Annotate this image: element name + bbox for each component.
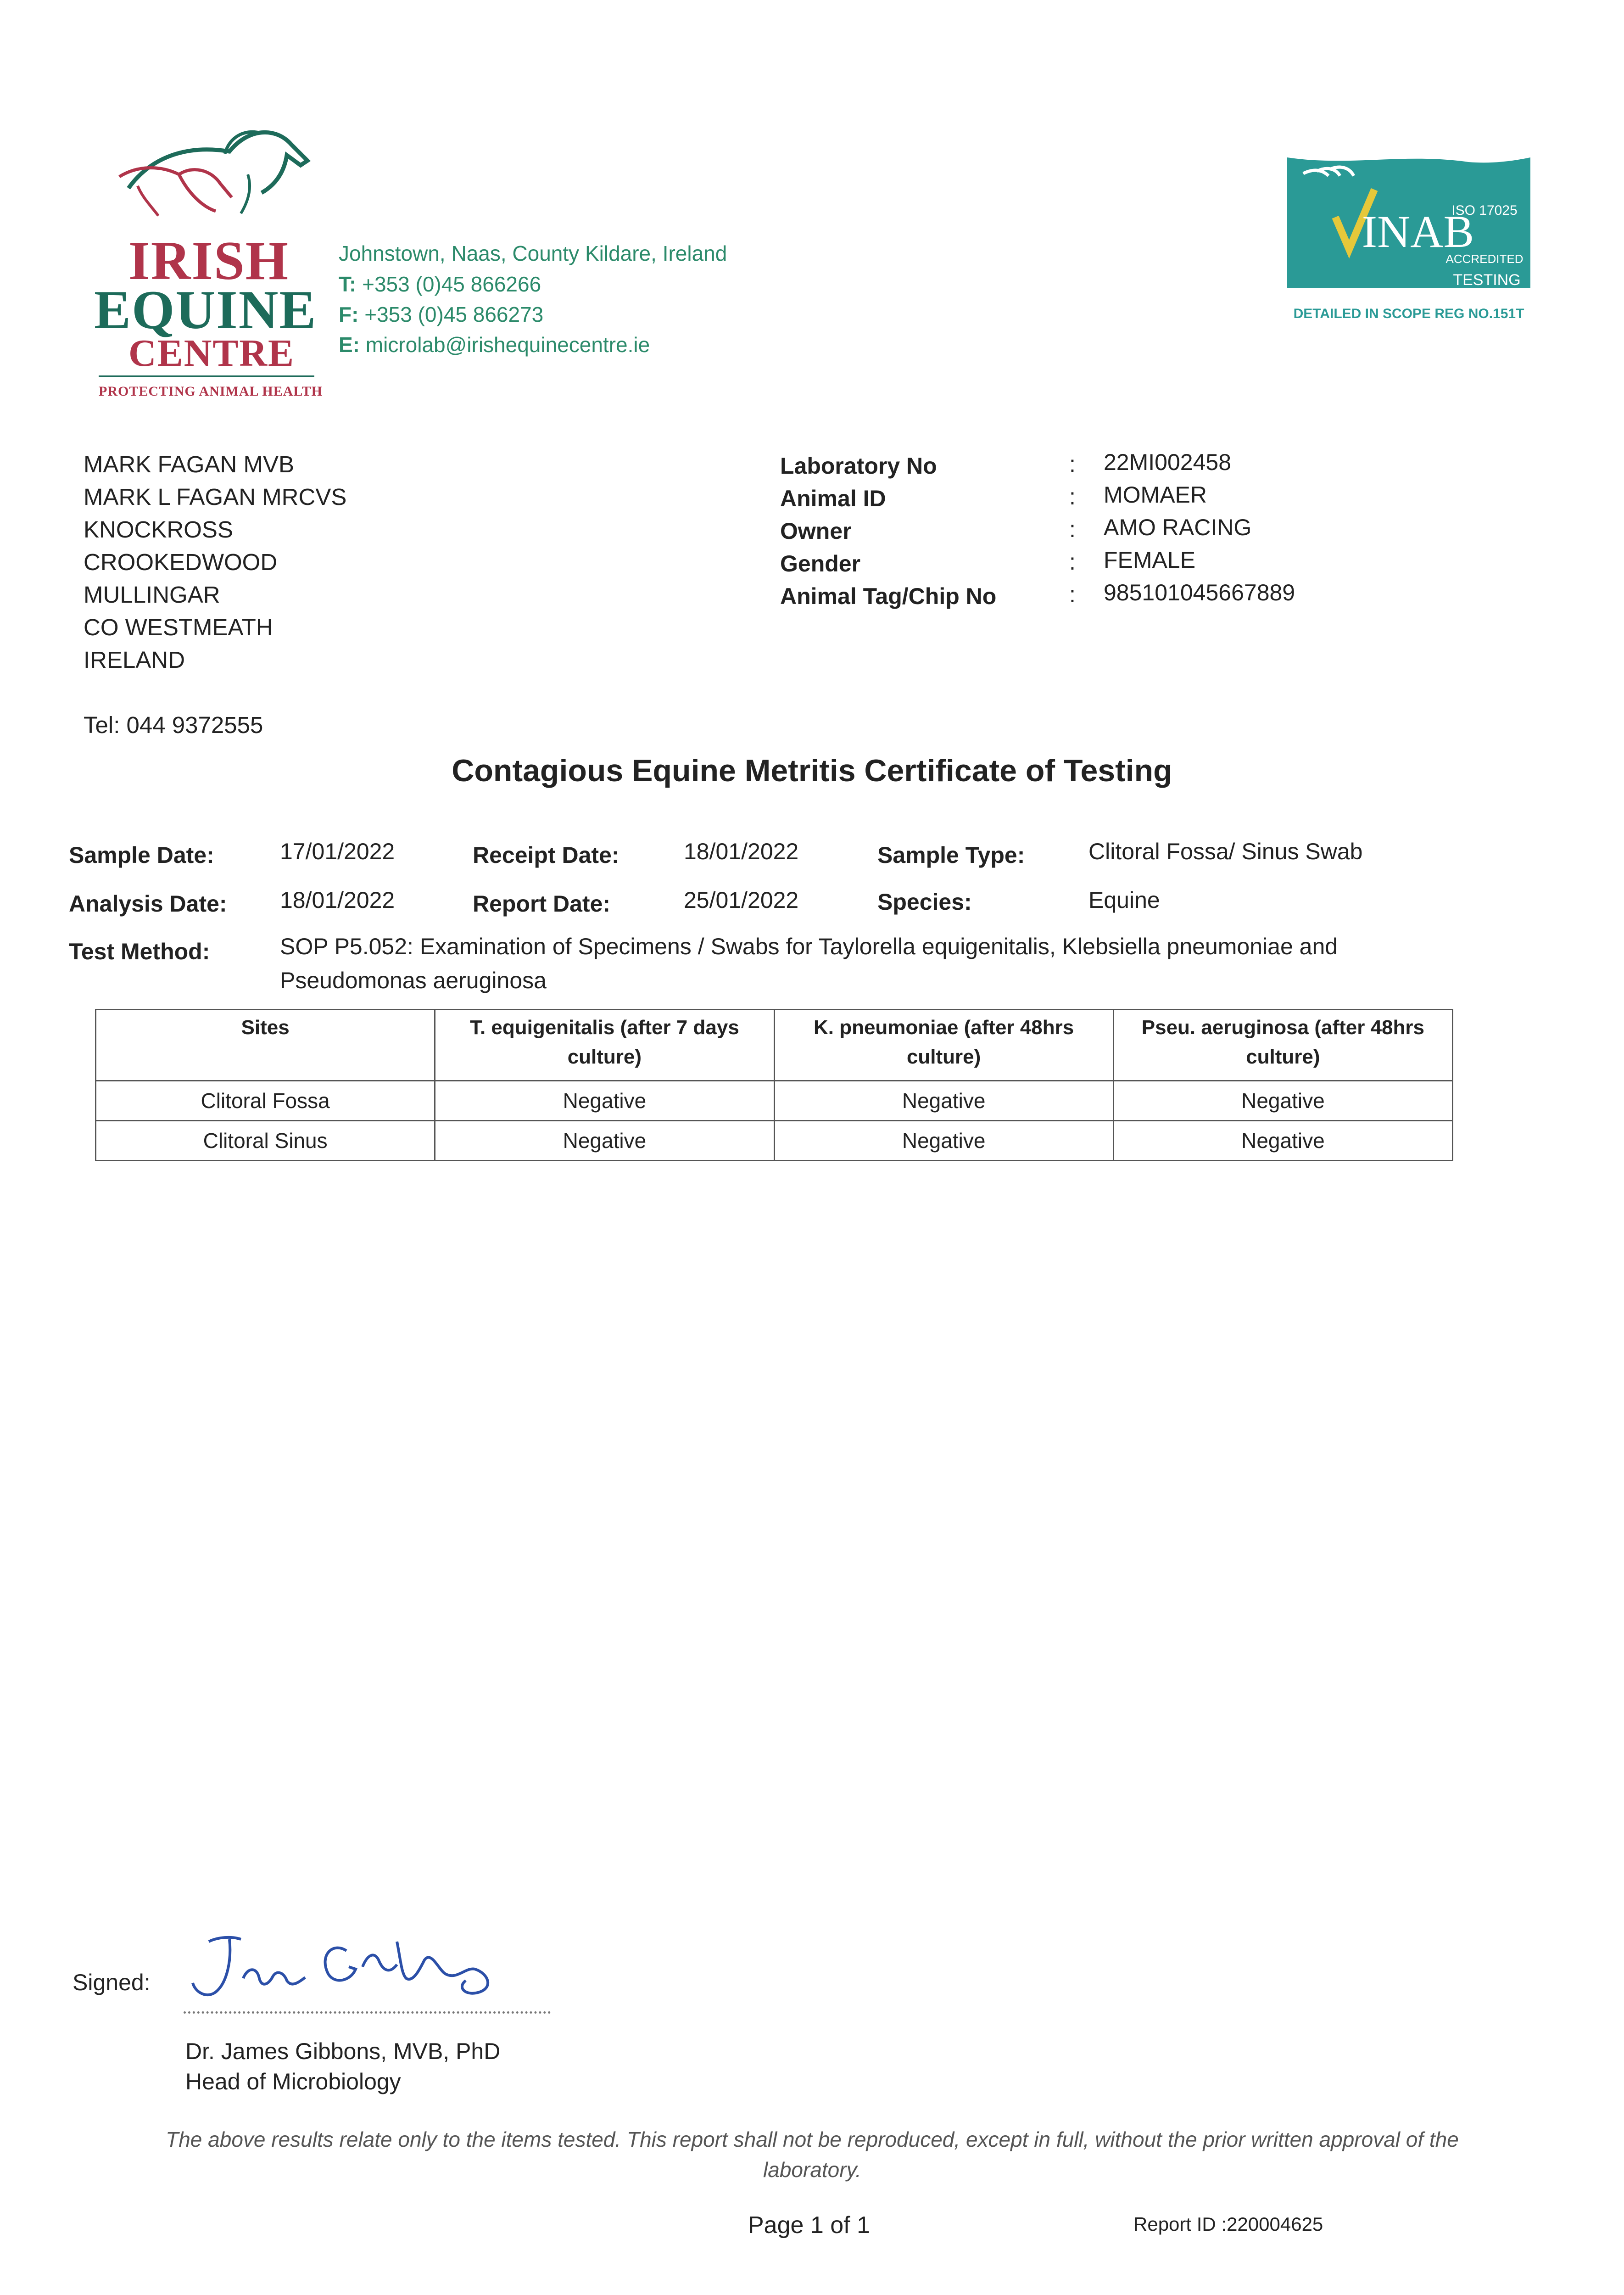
sample-type-label: Sample Type: <box>877 842 1025 868</box>
receipt-date-value: 18/01/2022 <box>684 839 799 864</box>
separator-colon: : <box>1069 549 1076 575</box>
inab-scope: DETAILED IN SCOPE REG NO.151T <box>1293 306 1524 321</box>
sample-date-value: 17/01/2022 <box>280 839 395 864</box>
inab-accredited: ACCREDITED <box>1445 252 1524 266</box>
horse-logo-icon <box>110 101 312 220</box>
result-cell: Negative <box>435 1121 774 1161</box>
separator-colon: : <box>1069 451 1076 477</box>
disclaimer-text: The above results relate only to the items tested. This report shall not be reproduced, except in full, without the prior written approval of the laboratory. <box>166 2127 1459 2182</box>
sample-type-value: Clitoral Fossa/ Sinus Swab <box>1088 839 1363 864</box>
animal-tag-label: Animal Tag/Chip No <box>780 583 997 609</box>
phone-label: T: <box>339 272 357 296</box>
gender-label: Gender <box>780 551 861 577</box>
gender-value: FEMALE <box>1104 547 1196 573</box>
email-value: microlab@irishequinecentre.ie <box>365 333 650 357</box>
sample-date-label: Sample Date: <box>69 842 214 868</box>
animal-id-value: MOMAER <box>1104 482 1207 508</box>
addressee-tel: Tel: 044 9372555 <box>84 712 263 738</box>
table-row <box>96 1081 1453 1121</box>
addressee-line: MARK L FAGAN MRCVS <box>84 484 347 510</box>
test-method-value: SOP P5.052: Examination of Specimens / Swabs for Taylorella equigenitalis, Klebsiella pneumoniae and Pseudomonas aeruginosa <box>280 934 1338 993</box>
contact-phone <box>339 272 541 297</box>
email-label: E: <box>339 333 360 357</box>
analysis-date-label: Analysis Date: <box>69 891 227 917</box>
result-cell: Negative <box>1113 1081 1452 1121</box>
receipt-date-label: Receipt Date: <box>473 842 619 868</box>
handwritten-signature-icon <box>181 1923 548 2010</box>
separator-colon: : <box>1069 484 1076 509</box>
signer-name: Dr. James Gibbons, MVB, PhD <box>185 2038 501 2064</box>
addressee-line: CROOKEDWOOD <box>84 549 278 575</box>
addressee-line: KNOCKROSS <box>84 516 233 543</box>
results-table <box>95 1009 1453 1161</box>
page-number: Page 1 of 1 <box>748 2212 870 2239</box>
signature-line <box>184 2011 551 2014</box>
separator-colon: : <box>1069 582 1076 607</box>
contact-address: Johnstown, Naas, County Kildare, Ireland <box>339 241 727 265</box>
logo-text-irish: IRISH <box>128 230 290 291</box>
column-header-t-equigenitalis: T. equigenitalis (after 7 days culture) <box>435 1010 774 1081</box>
logo-divider <box>99 375 314 377</box>
laboratory-no-label: Laboratory No <box>780 453 937 479</box>
signed-label: Signed: <box>73 1970 151 1995</box>
inab-testing: TESTING <box>1453 271 1521 289</box>
report-date-value: 25/01/2022 <box>684 887 799 913</box>
table-header-row <box>96 1010 1453 1081</box>
logo-text-equine: EQUINE <box>94 279 317 340</box>
report-id: Report ID :220004625 <box>1133 2213 1323 2235</box>
contact-fax <box>339 302 543 327</box>
result-cell: Negative <box>435 1081 774 1121</box>
owner-label: Owner <box>780 518 852 544</box>
column-header-k-pneumoniae: K. pneumoniae (after 48hrs culture) <box>774 1010 1113 1081</box>
signer-role: Head of Microbiology <box>185 2069 401 2094</box>
animal-id-label: Animal ID <box>780 486 886 511</box>
species-label: Species: <box>877 889 972 915</box>
inab-accreditation-badge-icon <box>1285 155 1533 330</box>
separator-colon: : <box>1069 516 1076 542</box>
phone-value: +353 (0)45 866266 <box>362 272 541 296</box>
fax-label: F: <box>339 302 359 326</box>
certificate-title: Contagious Equine Metritis Certificate of Testing <box>452 753 1172 788</box>
result-cell: Negative <box>774 1121 1113 1161</box>
logo-text-centre: CENTRE <box>128 332 295 375</box>
column-header-p-aeruginosa: Pseu. aeruginosa (after 48hrs culture) <box>1113 1010 1452 1081</box>
site-cell: Clitoral Sinus <box>96 1121 435 1161</box>
laboratory-no-value: 22MI002458 <box>1104 449 1232 475</box>
site-cell: Clitoral Fossa <box>96 1081 435 1121</box>
inab-brand: INAB <box>1362 206 1474 257</box>
addressee-line: MARK FAGAN MVB <box>84 451 295 477</box>
addressee-line: IRELAND <box>84 647 185 673</box>
analysis-date-value: 18/01/2022 <box>280 887 395 913</box>
table-row <box>96 1121 1453 1161</box>
logo-tagline: PROTECTING ANIMAL HEALTH <box>99 384 323 399</box>
result-cell: Negative <box>774 1081 1113 1121</box>
addressee-line: MULLINGAR <box>84 582 220 608</box>
addressee-line: CO WESTMEATH <box>84 614 273 640</box>
column-header-sites: Sites <box>96 1010 435 1081</box>
contact-email <box>339 332 650 357</box>
test-method-label: Test Method: <box>69 939 210 964</box>
inab-iso: ISO 17025 <box>1451 203 1518 218</box>
animal-tag-value: 985101045667889 <box>1104 580 1295 605</box>
result-cell: Negative <box>1113 1121 1452 1161</box>
report-date-label: Report Date: <box>473 891 611 917</box>
fax-value: +353 (0)45 866273 <box>364 302 544 326</box>
species-value: Equine <box>1088 887 1160 913</box>
owner-value: AMO RACING <box>1104 515 1252 540</box>
